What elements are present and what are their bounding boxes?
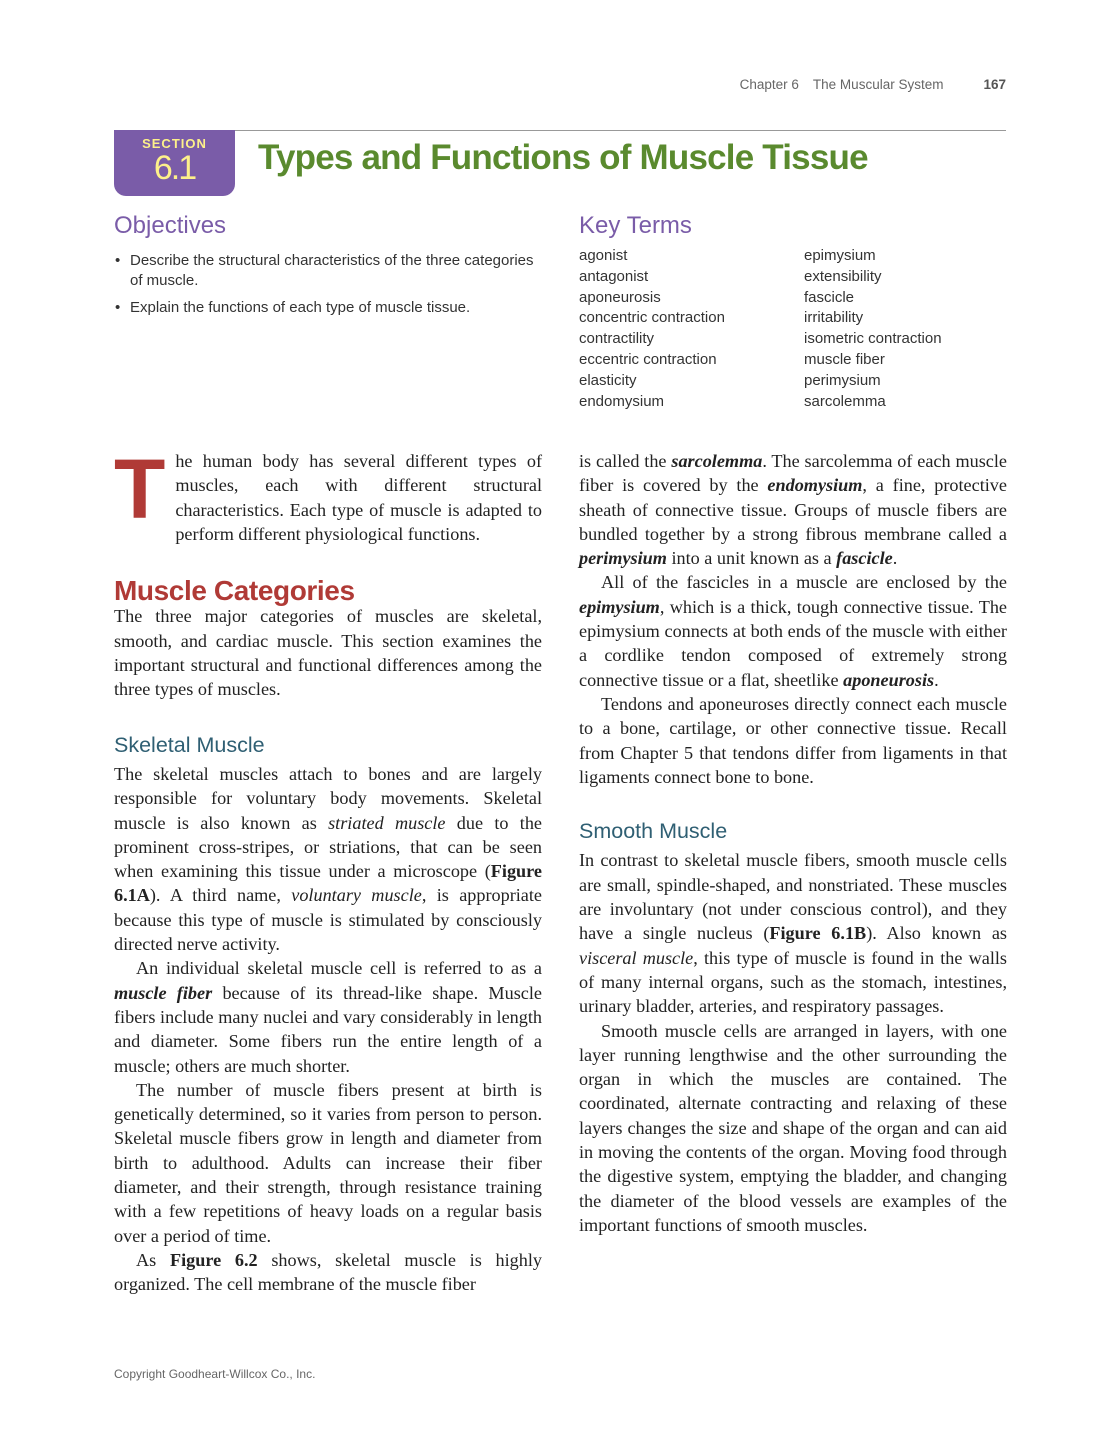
skeletal-paragraph-4-cont: is called the sarcolemma. The sarcolemma of each muscle fiber is covered by the endomysium, a fine, protective sheath of connective tissue. Groups of muscle fibers are bundled together by a strong fibrous membrane called a perimysium into a unit known as a fascicle. <box>579 451 1007 569</box>
figure-ref: Figure 6.1B <box>769 923 867 944</box>
key-term: aponeurosis <box>579 288 661 306</box>
chapter-label: Chapter 6 <box>739 77 799 92</box>
key-term: sarcolemma <box>804 392 886 410</box>
body-column-right <box>579 449 1007 1237</box>
key-terms-heading: Key Terms <box>579 212 692 239</box>
page-number: 167 <box>983 77 1006 92</box>
objectives-list <box>114 251 534 325</box>
figure-ref: Figure 6.2 <box>169 1249 258 1270</box>
intro-text: he human body has several different types of muscles, each with different structural characteristics. Each type of muscle is adapted to perform different physiological functions. <box>175 451 542 544</box>
footer-copyright: Copyright Goodheart-Willcox Co., Inc. <box>114 1367 316 1381</box>
key-term: endomysium <box>579 392 665 410</box>
smooth-muscle-heading: Smooth Muscle <box>579 819 728 844</box>
key-terms-column-2 <box>804 246 942 412</box>
term-sarcolemma: sarcolemma <box>671 451 763 471</box>
section-badge <box>114 130 235 196</box>
key-term: contractility <box>579 330 655 348</box>
key-term: isometric contraction <box>804 330 942 348</box>
skeletal-paragraph-3: The number of muscle fibers present at birth is genetically determined, so it varies from person to person. Skeletal muscle fibers grow in length and diameter from birth to adulthood. Adults can increase their fiber diameter, and their strength, through resistance training with a few repetitions of heavy loads on a regular basis over a period of time. <box>114 1079 542 1246</box>
term-striated-muscle: striated muscle <box>328 812 446 833</box>
term-voluntary-muscle: voluntary muscle <box>291 885 422 906</box>
chapter-title: The Muscular System <box>812 77 944 92</box>
skeletal-paragraph-6: Tendons and aponeuroses directly connect each muscle to a bone, cartilage, or other connective tissue. Recall from Chapter 5 that tendons differ from ligaments in that ligaments connect bone to bone. <box>579 693 1007 787</box>
key-term: agonist <box>579 247 628 264</box>
key-term: antagonist <box>579 267 649 285</box>
skeletal-paragraph-5: All of the fascicles in a muscle are enclosed by the epimysium, which is a thick, tough connective tissue. The epimysium connects at both ends of the muscle with either a cordlike tendon composed of extremely strong connective tissue or a flat, sheetlike aponeurosis. <box>579 572 1007 690</box>
intro-paragraph <box>114 442 542 546</box>
term-endomysium: endomysium <box>767 475 863 496</box>
running-header <box>740 77 1006 92</box>
categories-paragraph: The three major categories of muscles are skeletal, smooth, and cardiac muscle. This section examines the important structural and functional differences among the three types of muscles. <box>114 606 542 700</box>
muscle-categories-heading: Muscle Categories <box>114 575 355 607</box>
term-visceral-muscle: visceral muscle <box>579 947 694 968</box>
objectives-heading: Objectives <box>114 212 227 239</box>
smooth-paragraph-1: In contrast to skeletal muscle fibers, smooth muscle cells are small, spindle-shaped, and nonstriated. These muscles are involuntary (not under conscious control), and they have a single nucleus (Figure 6.1B). Also known as visceral muscle, this type of muscle is found in the walls of many internal organs, such as the stomach, intestines, urinary bladder, arteries, and respiratory passages. <box>579 850 1008 1017</box>
term-aponeurosis: aponeurosis <box>843 669 935 690</box>
section-number: 6.1 <box>153 149 196 187</box>
key-term: fascicle <box>804 288 855 306</box>
term-epimysium: epimysium <box>579 596 660 617</box>
key-term: concentric contraction <box>579 309 725 327</box>
key-term: eccentric contraction <box>579 350 717 368</box>
key-term: irritability <box>804 309 864 327</box>
key-term: extensibility <box>804 267 882 285</box>
key-terms-column-1 <box>579 246 725 412</box>
section-label: SECTION <box>142 136 207 151</box>
skeletal-paragraph-4: As Figure 6.2 shows, skeletal muscle is highly organized. The cell membrane of the muscle fiber <box>114 1249 542 1295</box>
term-perimysium: perimysium <box>579 548 667 569</box>
objective-item: • Explain the functions of each type of muscle tissue. <box>114 298 534 318</box>
term-muscle-fiber: muscle fiber <box>114 982 213 1003</box>
skeletal-paragraph-1: The skeletal muscles attach to bones and are largely responsible for voluntary body movements. Skeletal muscle is also known as striated muscle due to the prominent cross-stripes, or striations, that can be seen when examining this tissue under a microscope (Figure 6.1A). A third name, voluntary muscle, is appropriate because this type of muscle is stimulated by consciously directed nerve activity. <box>114 763 543 955</box>
key-term: perimysium <box>804 371 881 389</box>
skeletal-paragraph-2: An individual skeletal muscle cell is referred to as a muscle fiber because of its thread-like shape. Muscle fibers include many nuclei and vary considerably in length and diameter. Some fibers run the entire length of a muscle; others are much shorter. <box>114 958 542 1076</box>
term-fascicle: fascicle <box>836 548 893 569</box>
objective-item: • Describe the structural characteristics of the three categories of muscle. <box>114 251 534 291</box>
skeletal-muscle-heading: Skeletal Muscle <box>114 732 265 757</box>
key-term: elasticity <box>579 371 637 389</box>
page-title: Types and Functions of Muscle Tissue <box>258 138 868 177</box>
key-term: epimysium <box>804 247 876 264</box>
key-term: muscle fiber <box>804 350 885 368</box>
header-rule <box>114 130 1006 131</box>
figure-ref: Figure 6.1A <box>114 861 542 906</box>
drop-cap: T <box>114 442 166 536</box>
body-column-left <box>114 442 543 1297</box>
smooth-paragraph-2: Smooth muscle cells are arranged in layers, with one layer running lengthwise and the other surrounding the organ in which the muscles are contained. The coordinated, alternate contracting and relaxing of these layers changes the size and shape of the organ and can aid in moving the contents of the organ. Moving food through the digestive system, emptying the bladder, and changing the diameter of the blood vessels are examples of the important functions of smooth muscles. <box>579 1020 1007 1235</box>
